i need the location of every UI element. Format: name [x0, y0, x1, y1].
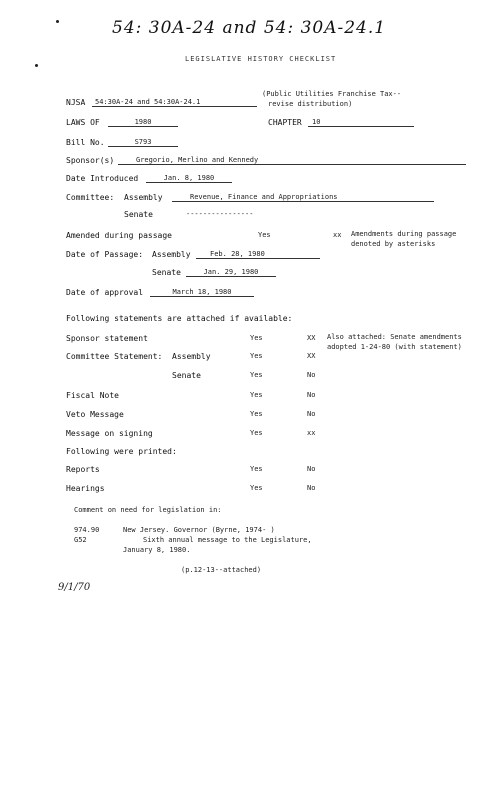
passage-assembly-label: Assembly	[152, 250, 191, 259]
also-attached-1: Also attached: Senate amendments	[327, 333, 462, 341]
chapter-value: 10	[308, 118, 414, 127]
statement-no: No	[307, 391, 316, 399]
njsa-label: NJSA	[66, 98, 86, 107]
statement-label: Message on signing	[66, 429, 153, 438]
date-introduced-value: Jan. 8, 1980	[146, 174, 232, 183]
printed-label: Reports	[66, 465, 100, 474]
statement-label: Sponsor statement	[66, 334, 148, 343]
date-of-approval-value: March 18, 1980	[150, 288, 254, 297]
statement-no: XX	[307, 352, 316, 360]
statement-yes: Yes	[250, 334, 263, 342]
printed-yes: Yes	[250, 465, 263, 473]
statement-no: XX	[307, 334, 316, 342]
comment-code-2: G52	[74, 536, 87, 544]
committee-senate-label: Senate	[124, 210, 153, 219]
following-printed-heading: Following were printed:	[66, 447, 177, 456]
date-introduced-label: Date Introduced	[66, 174, 139, 183]
njsa-note-2: revise distribution)	[268, 100, 353, 108]
statement-yes: Yes	[250, 429, 263, 437]
laws-of-label: LAWS OF	[66, 118, 100, 127]
amended-yes: Yes	[258, 231, 271, 239]
page-title: LEGISLATIVE HISTORY CHECKLIST	[185, 55, 337, 63]
following-attached-heading: Following statements are attached if available:	[66, 314, 293, 323]
statement-label: Committee Statement:	[66, 352, 163, 361]
statement-yes: Yes	[250, 352, 263, 360]
passage-senate-value: Jan. 29, 1980	[186, 268, 276, 277]
bill-no-label: Bill No.	[66, 138, 105, 147]
committee-assembly-value: Revenue, Finance and Appropriations	[172, 193, 434, 202]
comment-line-2: Sixth annual message to the Legislature,	[143, 536, 312, 544]
laws-of-value: 1980	[108, 118, 178, 127]
amended-no: xx	[333, 231, 342, 239]
amended-label: Amended during passage	[66, 231, 172, 240]
statement-yes: Yes	[250, 410, 263, 418]
njsa-value: 54:30A-24 and 54:30A-24.1	[92, 98, 257, 107]
committee-label: Committee:	[66, 193, 115, 202]
comment-heading: Comment on need for legislation in:	[74, 506, 222, 514]
committee-assembly-label: Assembly	[124, 193, 163, 202]
statement-label: Veto Message	[66, 410, 124, 419]
statement-yes: Yes	[250, 391, 263, 399]
comment-attached: (p.12-13--attached)	[181, 566, 262, 574]
passage-assembly-value: Feb. 28, 1980	[196, 250, 320, 259]
sponsors-value: Gregorio, Merlino and Kennedy	[118, 156, 466, 165]
dot-mark	[56, 20, 59, 23]
also-attached-2: adopted 1-24-80 (with statement)	[327, 343, 462, 351]
handwritten-header: 54: 30A-24 and 54: 30A-24.1	[112, 18, 387, 38]
chapter-label: CHAPTER	[268, 118, 302, 127]
statement-no: xx	[307, 429, 316, 437]
amended-note-1: Amendments during passage	[351, 230, 457, 238]
printed-label: Hearings	[66, 484, 105, 493]
passage-senate-label: Senate	[152, 268, 181, 277]
statement-sub-label: Assembly	[172, 352, 211, 361]
comment-code-1: 974.90	[74, 526, 100, 534]
date-of-passage-label: Date of Passage:	[66, 250, 144, 259]
printed-no: No	[307, 465, 316, 473]
footer-mark: 9/1/70	[58, 582, 91, 593]
printed-yes: Yes	[250, 484, 263, 492]
statement-no: No	[307, 371, 316, 379]
statement-sub-label: Senate	[172, 371, 201, 380]
statement-no: No	[307, 410, 316, 418]
njsa-note-1: (Public Utilities Franchise Tax--	[262, 90, 402, 98]
amended-note-2: denoted by asterisks	[351, 240, 436, 248]
comment-line-1: New Jersey. Governor (Byrne, 1974- )	[123, 526, 275, 534]
sponsors-label: Sponsor(s)	[66, 156, 115, 165]
date-of-approval-label: Date of approval	[66, 288, 144, 297]
statement-yes: Yes	[250, 371, 263, 379]
dot-mark	[35, 64, 38, 67]
committee-senate-value: ----------------	[186, 210, 254, 218]
statement-label: Fiscal Note	[66, 391, 119, 400]
bill-no-value: S793	[108, 138, 178, 147]
comment-line-3: January 8, 1980.	[123, 546, 191, 554]
printed-no: No	[307, 484, 316, 492]
